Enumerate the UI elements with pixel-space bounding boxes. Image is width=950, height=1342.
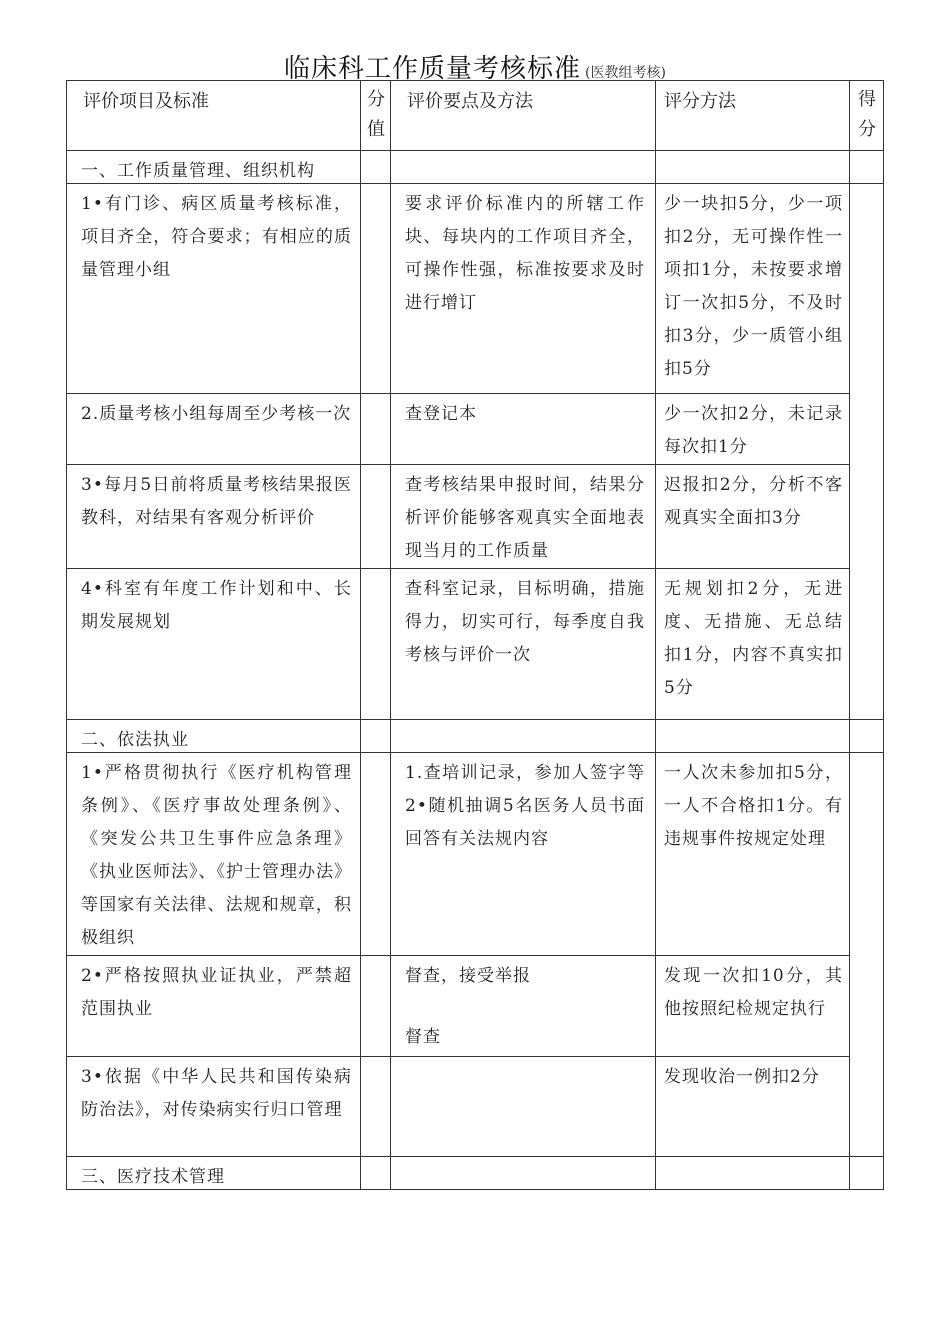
table-header-row [67, 81, 884, 151]
document-subtitle: (医教组考核) [585, 65, 666, 81]
item-cell: 4•科室有年度工作计划和中、长期发展规划 [67, 569, 361, 720]
section-row [67, 720, 884, 753]
points-cell [391, 1057, 656, 1157]
method-cell: 迟报扣2分，分析不客观真实全面扣3分 [656, 465, 850, 569]
method-cell: 少一次扣2分，未记录每次扣1分 [656, 394, 850, 465]
points-cell: 查科室记录，目标明确，措施得力，切实可行，每季度自我考核与评价一次 [391, 569, 656, 720]
points-text-extra: 督查 [405, 1027, 441, 1047]
score-cell [361, 753, 391, 956]
method-cell [656, 720, 850, 753]
score-cell [361, 151, 391, 184]
table-row [67, 753, 884, 956]
score-cell [361, 720, 391, 753]
points-cell: 查登记本 [391, 394, 656, 465]
score-cell [361, 956, 391, 1057]
result-cell [850, 1157, 884, 1190]
points-cell: 要求评价标准内的所辖工作块、每块内的工作项目齐全，可操作性强，标准按要求及时进行增订 [391, 184, 656, 394]
score-cell [361, 1057, 391, 1157]
table-row [67, 569, 884, 720]
score-cell [361, 465, 391, 569]
header-method: 评分方法 [656, 81, 850, 151]
points-cell [391, 151, 656, 184]
method-cell: 一人次未参加扣5分，一人不合格扣1分。有违规事件按规定处理 [656, 753, 850, 956]
points-cell: 1.查培训记录，参加人签字等2•随机抽调5名医务人员书面回答有关法规内容 [391, 753, 656, 956]
method-cell: 无规划扣2分，无进度、无措施、无总结扣1分，内容不真实扣5分 [656, 569, 850, 720]
points-text: 督查，接受举报 [405, 966, 531, 986]
section-title: 一、工作质量管理、组织机构 [67, 151, 361, 184]
points-cell: 查考核结果申报时间，结果分析评价能够客观真实全面地表现当月的工作质量 [391, 465, 656, 569]
method-cell [656, 151, 850, 184]
item-cell: 2•严格按照执业证执业，严禁超范围执业 [67, 956, 361, 1057]
item-cell: 3•依据《中华人民共和国传染病防治法》，对传染病实行归口管理 [67, 1057, 361, 1157]
section-row [67, 151, 884, 184]
table-row [67, 1057, 884, 1157]
table-row [67, 184, 884, 394]
item-cell: 1•严格贯彻执行《医疗机构管理条例》、《医疗事故处理条例》、《突发公共卫生事件应急条理》《执业医师法》、《护士管理办法》等国家有关法律、法规和规章，积极组织 [67, 753, 361, 956]
section-title: 二、依法执业 [67, 720, 361, 753]
result-cell [850, 151, 884, 184]
score-cell [361, 1157, 391, 1190]
item-cell: 3•每月5日前将质量考核结果报医教科，对结果有客观分析评价 [67, 465, 361, 569]
points-cell [391, 1157, 656, 1190]
result-cell [850, 753, 884, 1157]
score-cell [361, 569, 391, 720]
table-row [67, 956, 884, 1057]
document-title: 临床科工作质量考核标准 [284, 54, 582, 84]
section-row [67, 1157, 884, 1190]
method-cell: 发现收治一例扣2分 [656, 1057, 850, 1157]
method-cell [656, 1157, 850, 1190]
section-title: 三、医疗技术管理 [67, 1157, 361, 1190]
header-item: 评价项目及标准 [67, 81, 361, 151]
method-cell: 发现一次扣10分，其他按照纪检规定执行 [656, 956, 850, 1057]
table-row [67, 394, 884, 465]
method-cell: 少一块扣5分，少一项扣2分，无可操作性一项扣1分，未按要求增订一次扣5分，不及时扣3分，少一质管小组扣5分 [656, 184, 850, 394]
table-row [67, 465, 884, 569]
item-cell: 1•有门诊、病区质量考核标准，项目齐全，符合要求；有相应的质量管理小组 [67, 184, 361, 394]
score-cell [361, 394, 391, 465]
points-cell [391, 956, 656, 1057]
evaluation-table [66, 80, 884, 1190]
result-cell [850, 184, 884, 720]
item-cell: 2.质量考核小组每周至少考核一次 [67, 394, 361, 465]
score-cell [361, 184, 391, 394]
header-score: 分值 [361, 81, 391, 151]
points-cell [391, 720, 656, 753]
header-result: 得分 [850, 81, 884, 151]
result-cell [850, 720, 884, 753]
header-points: 评价要点及方法 [391, 81, 656, 151]
